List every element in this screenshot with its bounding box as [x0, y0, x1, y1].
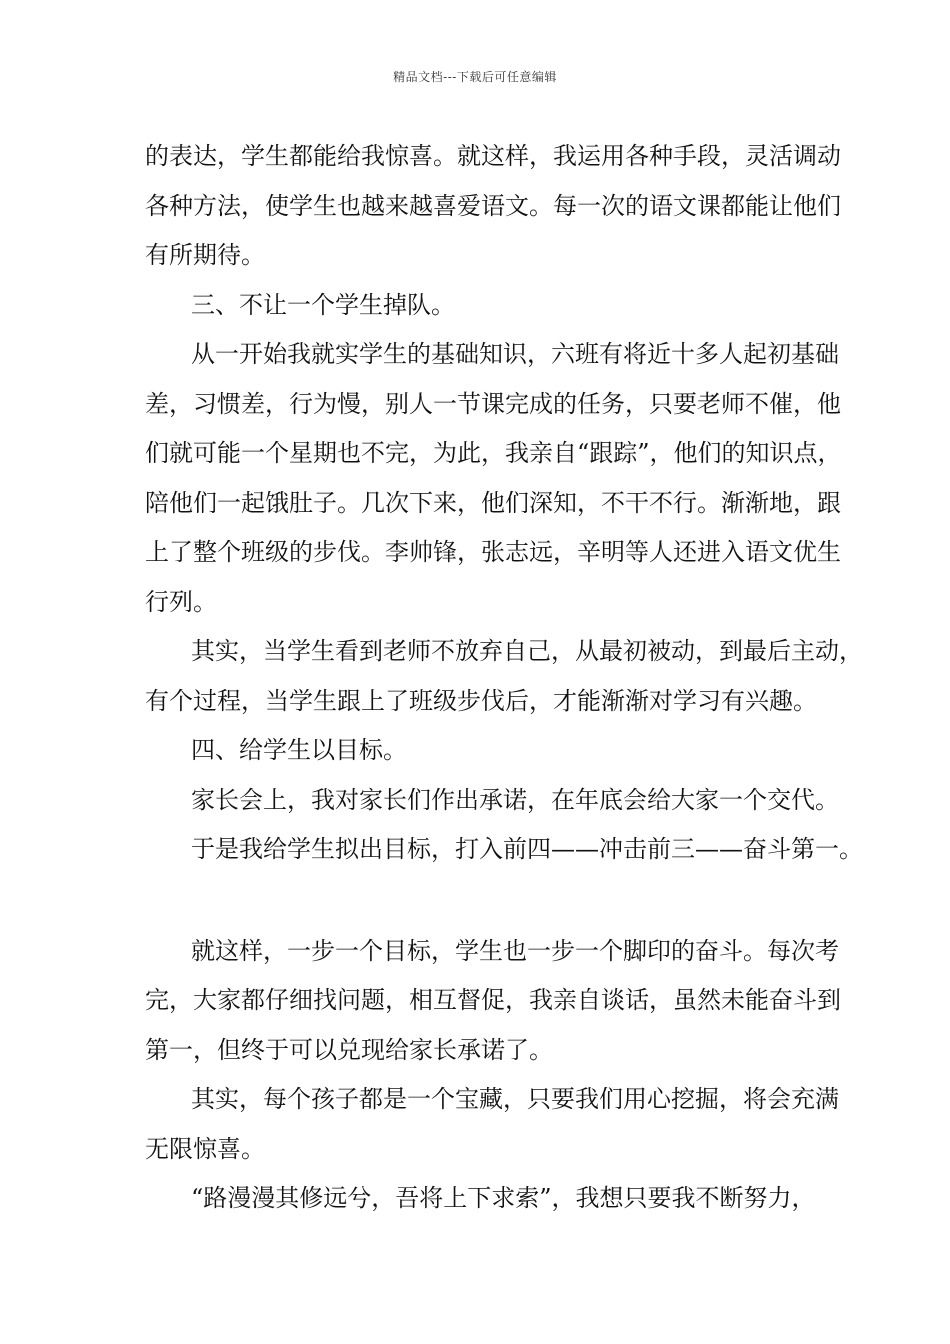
text-line: 有所期待。: [145, 241, 265, 269]
text-line: 第一，但终于可以兑现给家长承诺了。: [145, 1035, 553, 1064]
text-line: 四、给学生以目标。: [191, 736, 407, 764]
paragraph: [145, 1075, 839, 1174]
text-line: 有个过程，当学生跟上了班级步伐后，才能渐渐对学习有兴趣。: [145, 686, 817, 715]
paragraph: [145, 927, 841, 1076]
blank-gap: [145, 875, 825, 927]
text-line: 完，大家都仔细找问题，相互督促，我亲自谈话，虽然未能奋斗到: [145, 986, 841, 1014]
text-line: 的表达，学生都能给我惊喜。就这样，我运用各种手段，灵活调动: [145, 142, 841, 170]
paragraph: [145, 627, 863, 726]
text-line: “路漫漫其修远兮，吾将上下求索”，我想只要我不断努力，: [191, 1184, 816, 1212]
text-line: 上了整个班级的步伐。李帅锋，张志远，辛明等人还进入语文优生: [145, 538, 841, 566]
text-line: 于是我给学生拟出目标，打入前四——冲击前三——奋斗第一。: [191, 835, 863, 863]
section-heading: [145, 726, 825, 776]
section-heading: [145, 281, 825, 331]
text-line: 陪他们一起饿肚子。几次下来，他们深知，不干不行。渐渐地，跟: [145, 488, 841, 517]
text-line: 家长会上，我对家长们作出承诺，在年底会给大家一个交代。: [191, 785, 839, 814]
text-line: 各种方法，使学生也越来越喜爱语文。每一次的语文课都能让他们: [145, 191, 841, 220]
text-line: 无限惊喜。: [145, 1134, 265, 1163]
paragraph: [145, 776, 839, 826]
text-line: 差，习惯差，行为慢，别人一节课完成的任务，只要老师不催，他: [145, 389, 841, 418]
text-line: 行列。: [145, 587, 217, 616]
paragraph: [145, 825, 863, 875]
text-line: 三、不让一个学生掉队。: [191, 290, 455, 319]
text-line: 从一开始我就实学生的基础知识，六班有将近十多人起初基础: [191, 340, 839, 368]
paragraph: [145, 1174, 825, 1224]
text-line: 其实，每个孩子都是一个宝藏，只要我们用心挖掘，将会充满: [191, 1085, 839, 1113]
paragraph: [145, 132, 841, 281]
document-body: [145, 132, 863, 1224]
paragraph: [145, 330, 842, 627]
text-line: 其实，当学生看到老师不放弃自己，从最初被动，到最后主动，: [191, 637, 863, 665]
text-line: 就这样，一步一个目标，学生也一步一个脚印的奋斗。每次考: [191, 936, 839, 965]
page-header: 精品文档---下载后可任意编辑: [393, 70, 557, 84]
text-line: 们就可能一个星期也不完，为此，我亲自“跟踪”，他们的知识点，: [145, 439, 842, 467]
